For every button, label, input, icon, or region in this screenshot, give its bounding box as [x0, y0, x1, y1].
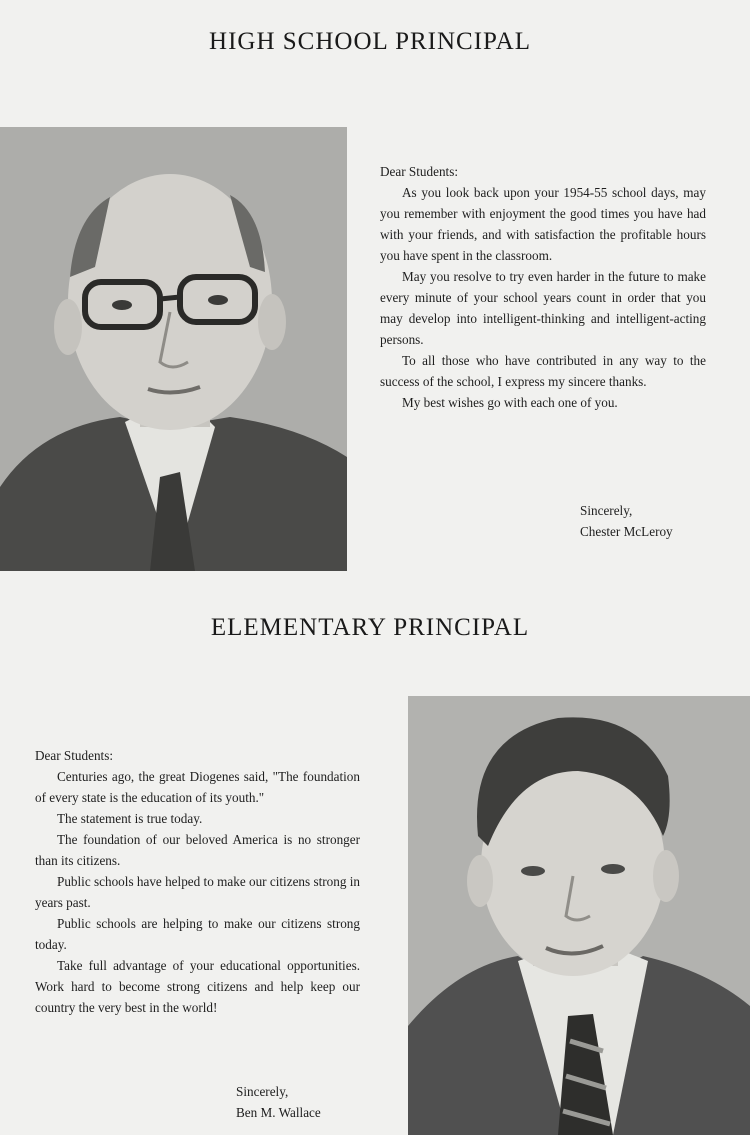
elementary-principal-heading: ELEMENTARY PRINCIPAL — [210, 614, 530, 641]
letter-paragraph: Public schools have helped to make our citizens strong in years past. — [35, 874, 360, 910]
letter-salutation: Dear Students: — [380, 164, 459, 179]
letter-paragraph: The statement is true today. — [57, 811, 203, 826]
elementary-signoff — [236, 1081, 321, 1123]
high-school-signoff — [580, 500, 673, 542]
letter-signature: Ben M. Wallace — [236, 1105, 321, 1120]
letter-paragraph: Take full advantage of your educational opportunities. Work hard to become strong citizens and help keep our country the very best in the world! — [35, 958, 360, 1015]
high-school-principal-photo — [0, 127, 347, 571]
elementary-letter — [35, 745, 360, 1018]
letter-paragraph: Public schools are helping to make our citizens strong today. — [35, 916, 360, 952]
high-school-principal-heading: HIGH SCHOOL PRINCIPAL — [209, 28, 531, 55]
letter-paragraph: My best wishes go with each one of you. — [402, 395, 618, 410]
letter-paragraph: The foundation of our beloved America is no stronger than its citizens. — [35, 832, 360, 868]
letter-paragraph: May you resolve to try even harder in the future to make every minute of your school years count in order that you may develop into intelligent-thinking and intelligent-acting persons. — [380, 269, 706, 347]
letter-paragraph: Centuries ago, the great Diogenes said, "The foundation of every state is the education of its youth." — [35, 769, 360, 805]
letter-paragraph: To all those who have contributed in any way to the success of the school, I express my sincere thanks. — [380, 353, 706, 389]
letter-closing: Sincerely, — [236, 1084, 289, 1099]
letter-salutation: Dear Students: — [35, 748, 114, 763]
high-school-letter — [380, 161, 706, 413]
letter-signature: Chester McLeroy — [580, 524, 673, 539]
letter-paragraph: As you look back upon your 1954-55 school days, may you remember with enjoyment the good times you have had with your friends, and with satisfaction the profitable hours you have spent in the classroom. — [380, 185, 706, 263]
letter-closing: Sincerely, — [580, 503, 633, 518]
elementary-principal-photo — [408, 696, 750, 1135]
